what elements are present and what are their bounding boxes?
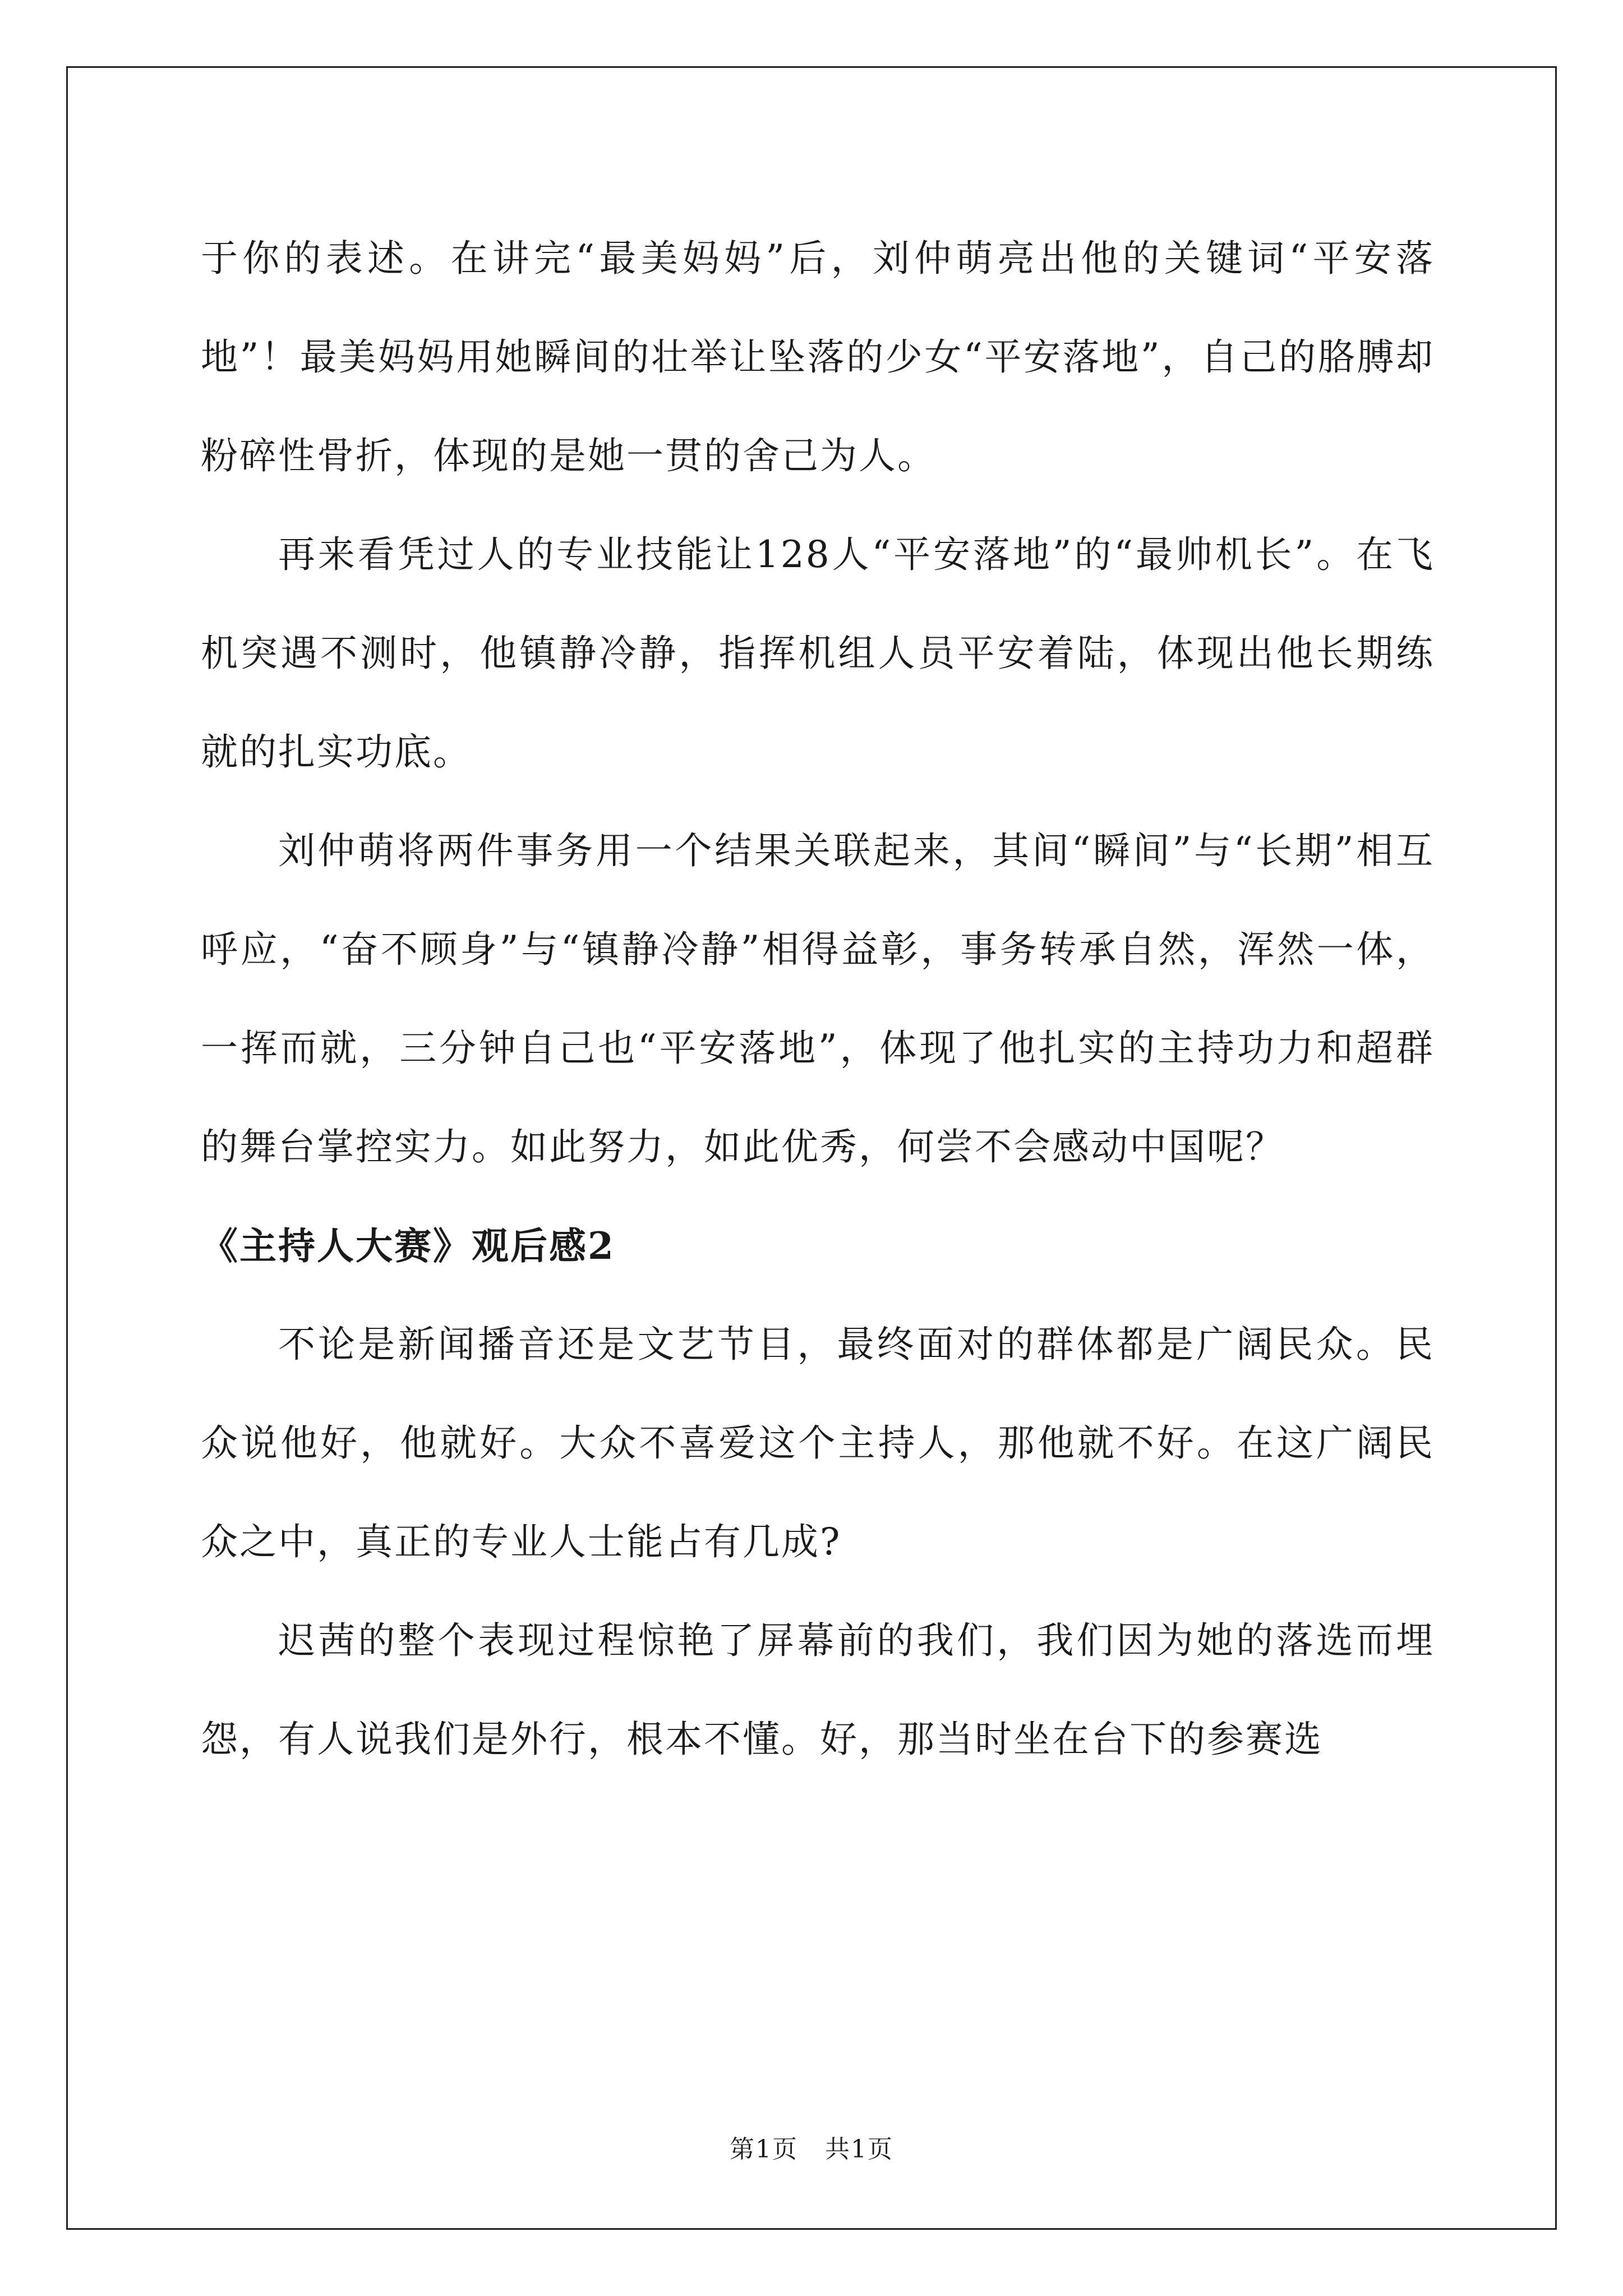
paragraph-4: 不论是新闻播音还是文艺节目，最终面对的群体都是广阔民众。民众说他好，他就好。大众不喜爱这个主持人，那他就不好。在这广阔民众之中，真正的专业人士能占有几成? xyxy=(201,1323,1435,1563)
paragraph-2: 再来看凭过人的专业技能让128人“平安落地”的“最帅机长”。在飞机突遇不测时，他镇静冷静，指挥机组人员平安着陆，体现出他长期练就的扎实功底。 xyxy=(201,533,1435,774)
document-body xyxy=(201,209,1435,1789)
page-number: 第1页 xyxy=(730,2135,798,2164)
paragraph-5: 迟茜的整个表现过程惊艳了屏幕前的我们，我们因为她的落选而埋怨，有人说我们是外行，根本不懂。好，那当时坐在台下的参赛选 xyxy=(201,1619,1435,1761)
section-title: 《主持人大赛》观后感2 xyxy=(201,1224,615,1268)
page-total: 共1页 xyxy=(825,2135,893,2164)
paragraph-3: 刘仲萌将两件事务用一个结果关联起来，其间“瞬间”与“长期”相互呼应，“奋不顾身”与“镇静冷静”相得益彰，事务转承自然，浑然一体，一挥而就，三分钟自己也“平安落地”，体现了他扎实的主持功力和超群的舞台掌控实力。如此努力，如此优秀，何尝不会感动中国呢？ xyxy=(201,829,1435,1168)
page-footer xyxy=(0,2129,1623,2165)
paragraph-1: 于你的表述。在讲完“最美妈妈”后，刘仲萌亮出他的关键词“平安落地”！最美妈妈用她瞬间的壮举让坠落的少女“平安落地”，自己的胳膊却粉碎性骨折，体现的是她一贯的舍己为人。 xyxy=(201,237,1435,477)
